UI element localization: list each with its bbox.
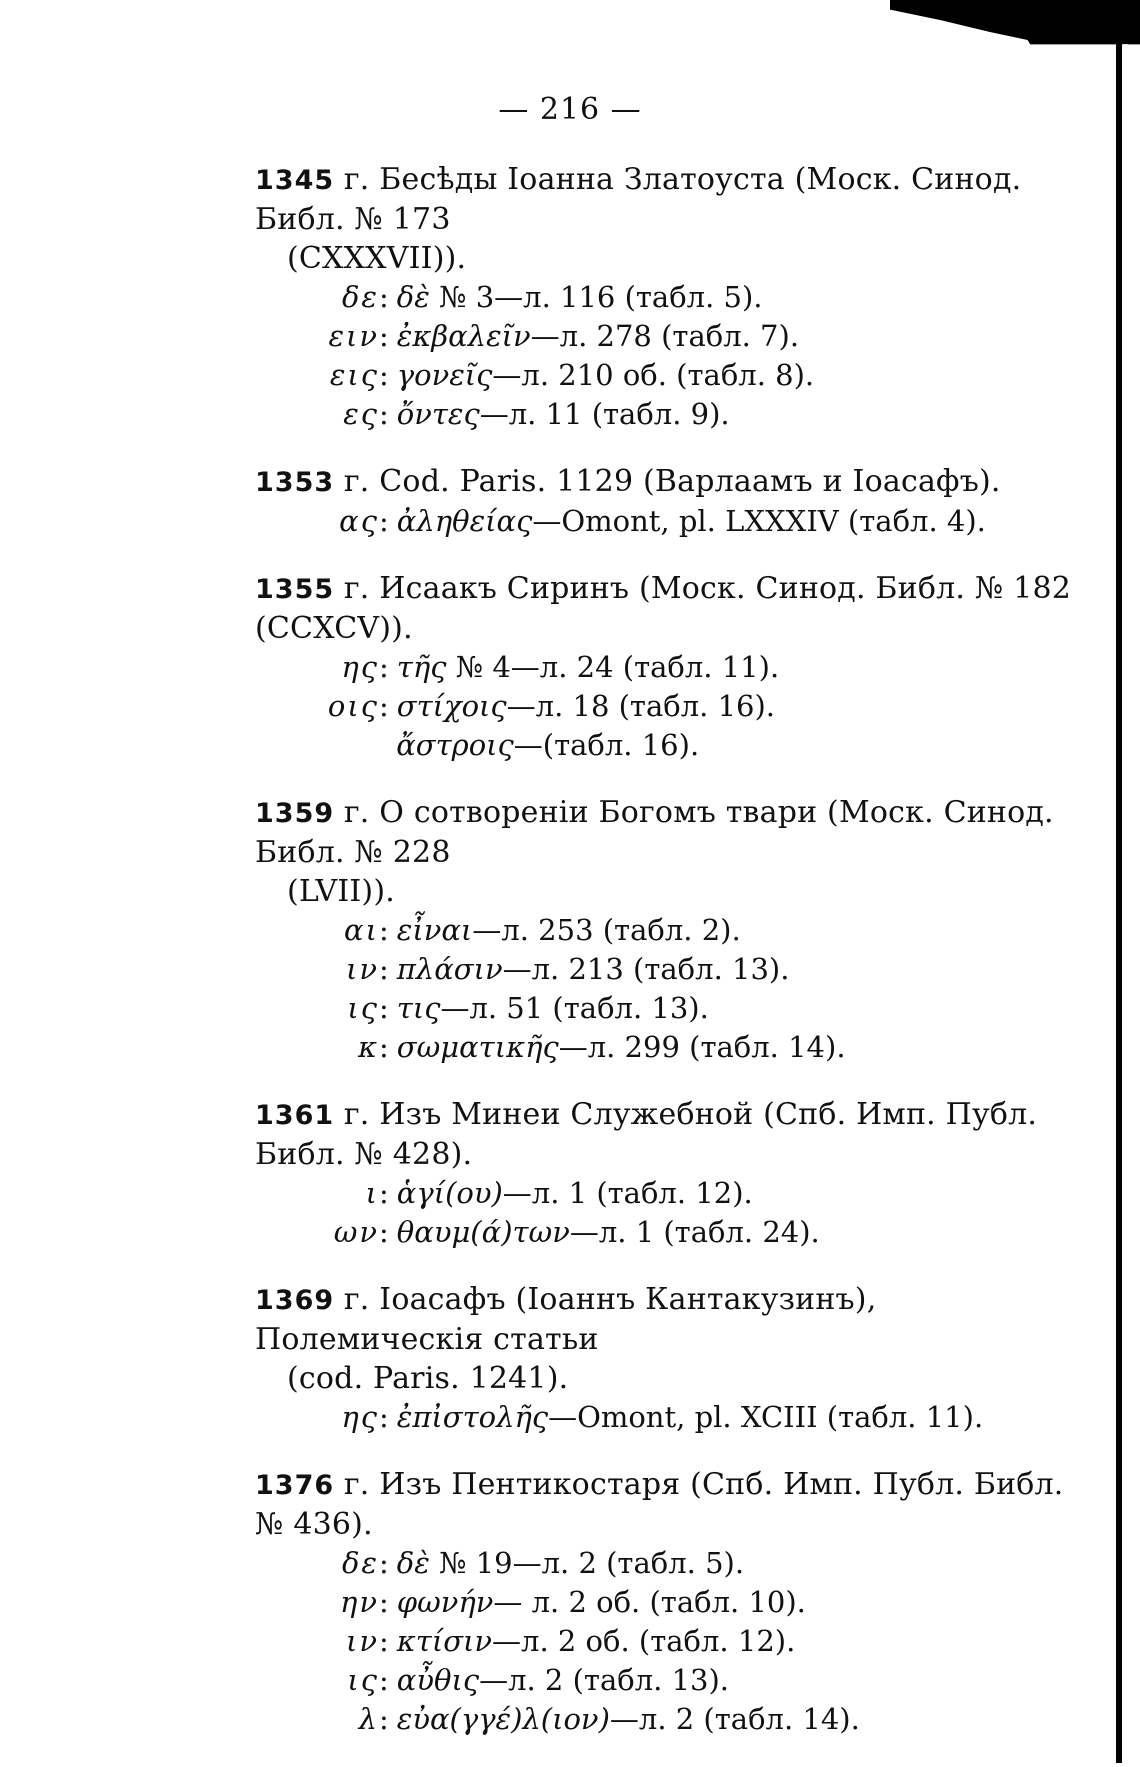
entry-heading bbox=[255, 1095, 1075, 1174]
example-line bbox=[255, 950, 1075, 989]
example-line bbox=[255, 1700, 1075, 1739]
greek-word: σωματικῆς bbox=[396, 1030, 559, 1064]
entry-year: 1359 bbox=[255, 798, 335, 829]
folio-reference: —л. 2 (табл. 14). bbox=[609, 1702, 860, 1736]
letter-ending: αι bbox=[344, 913, 379, 947]
separator: : bbox=[379, 952, 389, 986]
example-line bbox=[255, 648, 1075, 687]
folio-reference: —л. 2 (табл. 13). bbox=[479, 1663, 730, 1697]
entry-title: г. О сотвореніи Богомъ твари (Моск. Синод. Библ. № 228 bbox=[255, 795, 1054, 870]
entry bbox=[255, 160, 1075, 434]
folio-reference: —л. 253 (табл. 2). bbox=[472, 913, 741, 947]
letter-ending: ης bbox=[341, 650, 379, 684]
greek-word: τις bbox=[396, 991, 441, 1025]
entry-title: г. Изъ Пентикостаря (Спб. Имп. Публ. Библ. № 436). bbox=[255, 1467, 1064, 1542]
letter-ending: ι bbox=[365, 1176, 379, 1210]
folio-reference: № 3—л. 116 (табл. 5). bbox=[429, 280, 763, 314]
entry bbox=[255, 1465, 1075, 1739]
example-line bbox=[255, 1583, 1075, 1622]
folio-reference: —л. 210 об. (табл. 8). bbox=[492, 358, 815, 392]
greek-word: ἁγί(ου) bbox=[396, 1176, 503, 1210]
letter-ending: ας bbox=[339, 504, 379, 538]
entry-title: г. Исаакъ Сиринъ (Моск. Синод. Библ. № 182 (CCXCV)). bbox=[255, 571, 1072, 646]
example-line bbox=[255, 1398, 1075, 1437]
entry-title-continuation: (CXXXVII)). bbox=[287, 241, 467, 276]
letter-ending: οις bbox=[327, 689, 379, 723]
entry-title-continuation: (cod. Paris. 1241). bbox=[287, 1361, 569, 1396]
separator: : bbox=[379, 358, 389, 392]
separator: : bbox=[379, 504, 389, 538]
entries-list bbox=[255, 160, 1075, 1767]
letter-ending: ων bbox=[333, 1215, 379, 1249]
entry-title: г. Изъ Минеи Служебной (Спб. Имп. Публ. Библ. № 428). bbox=[255, 1097, 1038, 1172]
greek-word: δὲ bbox=[396, 280, 430, 314]
entry-year: 1361 bbox=[255, 1100, 335, 1131]
separator: : bbox=[379, 1400, 389, 1434]
page-number: — 216 — bbox=[498, 92, 642, 127]
entry-title-continuation: (LVII)). bbox=[287, 874, 395, 909]
separator: : bbox=[379, 1585, 389, 1619]
folio-reference: — л. 2 об. (табл. 10). bbox=[493, 1585, 806, 1619]
entry-year: 1376 bbox=[255, 1470, 335, 1501]
folio-reference: —Omont, pl. LXXXIV (табл. 4). bbox=[532, 504, 986, 538]
folio-reference: —л. 51 (табл. 13). bbox=[440, 991, 709, 1025]
greek-word: ἀληθείας bbox=[396, 504, 533, 538]
entry-heading bbox=[255, 569, 1075, 648]
letter-ending: ες bbox=[343, 397, 379, 431]
entry-year: 1345 bbox=[255, 165, 335, 196]
entry-heading bbox=[255, 1465, 1075, 1544]
separator: : bbox=[379, 913, 389, 947]
separator: : bbox=[379, 650, 389, 684]
entry bbox=[255, 1280, 1075, 1437]
greek-word: πλάσιν bbox=[396, 952, 503, 986]
entry-heading bbox=[255, 1280, 1075, 1359]
greek-word: δὲ bbox=[396, 1546, 430, 1580]
separator: : bbox=[379, 1702, 389, 1736]
greek-word: ὄντες bbox=[396, 397, 480, 431]
greek-word: ἐκβαλεῖν bbox=[396, 319, 531, 353]
entry bbox=[255, 793, 1075, 1067]
example-line bbox=[255, 1174, 1075, 1213]
example-line bbox=[255, 317, 1075, 356]
folio-reference: —л. 1 (табл. 12). bbox=[502, 1176, 753, 1210]
letter-ending: ις bbox=[347, 1663, 379, 1697]
letter-ending: δε bbox=[341, 280, 379, 314]
example-line bbox=[255, 1544, 1075, 1583]
letter-ending: ιν bbox=[346, 1624, 379, 1658]
letter-ending: δε bbox=[341, 1546, 379, 1580]
letter-ending: λ bbox=[358, 1702, 379, 1736]
folio-reference: —Omont, pl. XCIII (табл. 11). bbox=[548, 1400, 984, 1434]
folio-reference: № 4—л. 24 (табл. 11). bbox=[446, 650, 780, 684]
greek-word: εἶναι bbox=[396, 913, 473, 947]
letter-ending: κ bbox=[357, 1030, 379, 1064]
folio-reference: —л. 278 (табл. 7). bbox=[530, 319, 800, 353]
letter-ending: ην bbox=[339, 1585, 379, 1619]
separator: : bbox=[379, 319, 389, 353]
greek-word: ἄστροις bbox=[396, 728, 514, 762]
letter-ending: ης bbox=[341, 1400, 379, 1434]
entry-title: г. Іоасафъ (Іоаннъ Кантакузинъ), Полемическія статьи bbox=[255, 1282, 877, 1357]
greek-word: αὖθις bbox=[396, 1663, 480, 1697]
greek-word: θαυμ(ά)των bbox=[396, 1215, 570, 1249]
entry bbox=[255, 569, 1075, 765]
scan-shadow-corner bbox=[890, 0, 1140, 80]
greek-word: εὐα(γγέ)λ(ιον) bbox=[396, 1702, 610, 1736]
letter-ending: ειν bbox=[328, 319, 379, 353]
example-line bbox=[255, 356, 1075, 395]
entry-year: 1355 bbox=[255, 574, 335, 605]
separator: : bbox=[379, 689, 389, 723]
entry-heading bbox=[255, 160, 1075, 239]
separator: : bbox=[379, 1176, 389, 1210]
folio-reference: —л. 2 об. (табл. 12). bbox=[492, 1624, 796, 1658]
separator: : bbox=[379, 991, 389, 1025]
scan-shadow-edge bbox=[1116, 0, 1122, 1763]
folio-reference: № 19—л. 2 (табл. 5). bbox=[429, 1546, 745, 1580]
example-line bbox=[255, 989, 1075, 1028]
greek-word: κτίσιν bbox=[396, 1624, 493, 1658]
separator: : bbox=[379, 1624, 389, 1658]
example-line bbox=[255, 395, 1075, 434]
folio-reference: —л. 213 (табл. 13). bbox=[502, 952, 790, 986]
letter-ending: ις bbox=[347, 991, 379, 1025]
example-line bbox=[255, 502, 1075, 541]
greek-word: ἐπἰστολῆς bbox=[396, 1400, 549, 1434]
greek-word: γονεῖς bbox=[396, 358, 493, 392]
separator: : bbox=[379, 397, 389, 431]
separator bbox=[379, 728, 388, 762]
letter-ending: εις bbox=[329, 358, 379, 392]
entry-title: г. Бесѣды Іоанна Златоуста (Моск. Синод. Библ. № 173 bbox=[255, 162, 1022, 237]
folio-reference: —л. 299 (табл. 14). bbox=[558, 1030, 846, 1064]
entry-heading bbox=[255, 462, 1075, 502]
separator: : bbox=[379, 1215, 389, 1249]
folio-reference: —(табл. 16). bbox=[513, 728, 700, 762]
example-line bbox=[255, 1213, 1075, 1252]
entry-year: 1369 bbox=[255, 1285, 335, 1316]
example-line bbox=[255, 1622, 1075, 1661]
example-line bbox=[255, 726, 1075, 765]
folio-reference: —л. 18 (табл. 16). bbox=[506, 689, 776, 723]
separator: : bbox=[379, 1663, 389, 1697]
folio-reference: —л. 11 (табл. 9). bbox=[479, 397, 730, 431]
entry bbox=[255, 1095, 1075, 1252]
entry-year: 1353 bbox=[255, 467, 335, 498]
example-line bbox=[255, 1661, 1075, 1700]
example-line bbox=[255, 1028, 1075, 1067]
greek-word: τῆς bbox=[396, 650, 447, 684]
example-line bbox=[255, 687, 1075, 726]
separator: : bbox=[379, 1030, 389, 1064]
folio-reference: —л. 1 (табл. 24). bbox=[569, 1215, 820, 1249]
entry-title: г. Cod. Paris. 1129 (Варлаамъ и Іоасафъ). bbox=[334, 464, 1001, 499]
entry bbox=[255, 462, 1075, 541]
greek-word: φωνήν bbox=[396, 1585, 494, 1619]
example-line bbox=[255, 911, 1075, 950]
letter-ending: ιν bbox=[346, 952, 379, 986]
separator: : bbox=[379, 1546, 389, 1580]
example-line bbox=[255, 278, 1075, 317]
separator: : bbox=[379, 280, 389, 314]
greek-word: στίχοις bbox=[396, 689, 507, 723]
entry-heading bbox=[255, 793, 1075, 872]
